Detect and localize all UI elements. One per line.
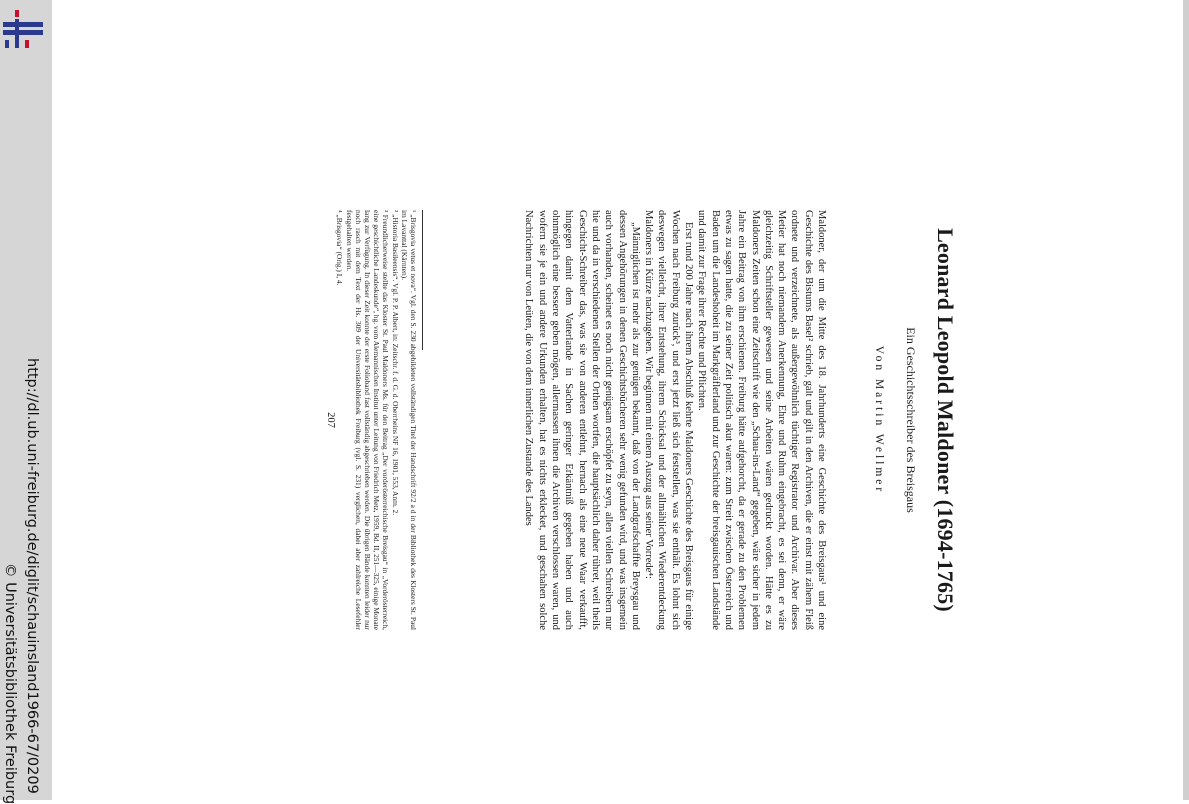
right-scroll-edge[interactable] [1183,0,1189,800]
page-number: 207 [325,412,336,428]
viewer-sidebar [0,0,52,804]
citation-strip [0,0,52,804]
footnote: ¹ „Brisgovia vetus et nova“. Vgl. den S. 230 abgebildeten vollständigen Titel der Handschrift 92/2 a d in der Bibliothek des Klosters St. Paul im Lavanttal (Kärnten). [399,210,418,630]
document-page [298,210,958,630]
footnote-divider [422,210,423,350]
copyright-notice: © Universitätsbibliothek Freiburg [2,563,18,804]
footnotes [335,210,418,630]
article-author: Von Martin Wellmer [873,345,885,495]
body-paragraph: Maldoner, der um die Mitte des 18. Jahrhunderts eine Geschichte des Breisgaus¹ und eine Geschichte des Bistums Basel² schrieb, galt und gilt in den Archiven, die er einst mit zähem Fleiß ordnete und verzeichnete, als außergewöhnlich tüchtiger Registrator und Archivar. Aber dieses Metier hat noch niemandem Anerkennung, Ehre und Ruhm eingebracht, es sei denn, er wäre gleichzeitig Schriftsteller gewesen und seine Arbeiten wären gedruckt worden. Hätte es zu Maldoners Zeiten schon eine Zeitschrift wie den „Schau-ins-Land“ gegeben, wäre sicher in jedem Jahre ein Beitrag von ihm erschienen. Freiburg hätte aufgehorcht, da er gerade zu den Problemen etwas zu sagen hatte, die zu seiner Zeit politisch akut waren: zum Streit zwischen Österreich und Baden um die Landeshoheit im Markgräflerland und zur Geschichte der breisgauischen Landstände und damit zur Frage ihrer Rechte und Pflichten. [696,210,827,630]
footnote: ⁴ „Brisgovia“ (Orig.) I, 4. [335,210,345,286]
article-body [522,210,828,630]
article-subtitle: Ein Geschichtsschreiber des Breisgaus [904,327,918,513]
body-paragraph: Erst rund 200 Jahre nach ihrem Abschluß kehrte Maldoners Geschichte des Breisgaus für einige Wochen nach Freiburg zurück³, und erst jetzt ließ sich feststellen, was sie enthält. Es lohnt sich deswegen vielleicht, ihrer Entstehung, ihrem Schicksal und der allmählichen Wiederentdeckung Maldoners in Kürze nachzugehen. Wir beginnen mit einem Auszug aus seiner Vorrede⁴: [643,210,695,630]
footnote: ³ Freundlicherweise stellte das Kloster St. Paul Maldoners Ms. für den Beitrag „Der vorderösterreichische Breisgau“ in „Vorderösterreich, eine geschichtliche Landeskunde“, hg. vom Alemannischen Institut unter Leitung von Friedrich Metz, 1959, Bd. II, 251—325, einige Monate lang zur Verfügung. In dieser Zeit konnte der erste Folioband fast vollständig abgeschrieben werden. Die übrigen Bände konnten leider nur noch rasch mit dem Text der Hs. 309 der Universitätsbibliothek Freiburg (vgl. S. 231) verglichen, dabei aber zahlreiche Lesefehler festgehalten werden. [344,210,391,630]
article-title: Leonard Leopold Maldoner (1694-1765) [933,228,958,612]
body-paragraph: „Männiglichen ist mehr als zur genügen bekannt, daß von der Landgrafschaffte Breysgau und dessen Angehörungen in denen Geschichtsbücheren sehr wenig gefunden wird, und was insgemein auch vorhanden, scheinet es noch nicht genügsam erschöpfet zu seyn, allen viellen Schreibern nur hie und da in verschiedenen Stellen der Orthen wortfen, die hauptsächlich daher rühret, weil theils Geschicht-Schreiber das, was sie von anderen entlehnt, hernach als eine neue Waar verkaufft, hingegen damit dem Vatterlande in Sachen geringer Erkäntniß gegeben haben und auch ohnmöglich eine bessere geben mögen, allermassen ihnen die Archiven verschlossen waren, und wofern sie je ein und andere Urkunden erhalten, hat es nichts erklecket, und geschahen solche Nachrichten nur von Leüten, die von dem innerlichen Zustande des Landes [523,210,641,630]
footnote: ² „Historia Basileensis“. Vgl. P. P. Albert, in: Zeitschr. f. d. G. d. Oberrheins NF 16, 1901, 553, Anm. 2. [390,210,400,516]
page-url[interactable]: http://dl.ub.uni-freiburg.de/diglit/schauinsland1966-67/0209 [24,358,40,794]
